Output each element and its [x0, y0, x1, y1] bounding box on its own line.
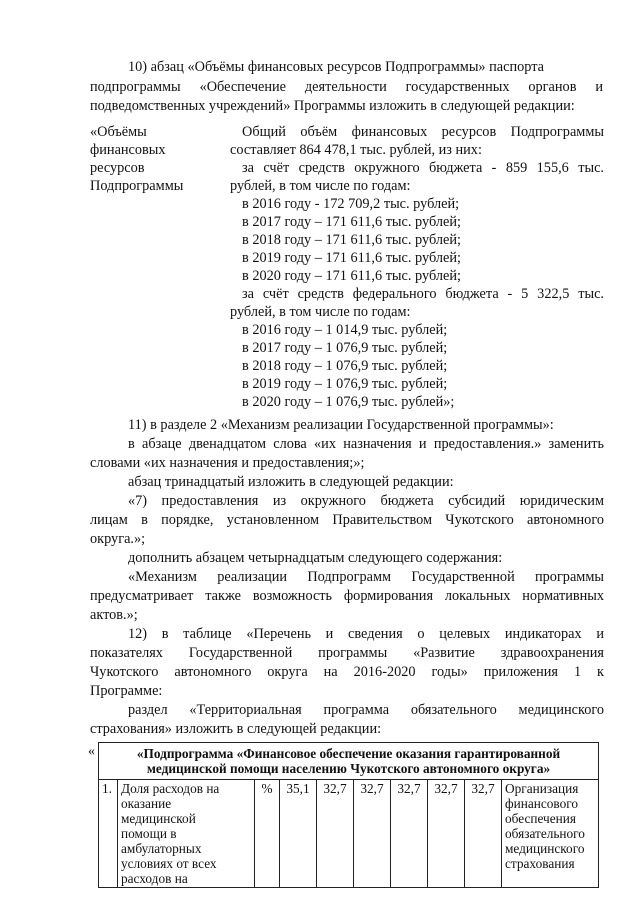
responsible-line: медицинского	[505, 841, 585, 856]
indicator-name-line: оказание	[121, 796, 172, 811]
passport-label-line: ресурсов	[90, 160, 145, 176]
value-cell: 35,1	[280, 780, 317, 888]
indicator-name-line: амбулаторных	[121, 841, 202, 856]
body-line: «7) предоставления из окружного бюджета субсидий юридическим	[128, 493, 604, 509]
passport-line: Общий объём финансовых ресурсов Подпрограммы	[242, 124, 604, 140]
passport-line: составляет 864 478,1 тыс. рублей, из них:	[230, 142, 482, 158]
table-header-line-1: «Подпрограмма «Финансовое обеспечение оказания гарантированной	[136, 746, 561, 761]
body-line: дополнить абзацем четырнадцатым следующего содержания:	[128, 550, 503, 566]
body-line: «Механизм реализации Подпрограмм Государственной программы	[128, 569, 604, 585]
indicator-name-line: условиях от всех	[121, 856, 217, 871]
passport-line: в 2019 году – 1 076,9 тыс. рублей;	[242, 376, 448, 392]
body-line: Чукотского автономного округа на 2016-2020 годы» приложения 1 к	[90, 664, 604, 680]
passport-line: в 2017 году – 171 611,6 тыс. рублей;	[242, 214, 461, 230]
body-line: в абзаце двенадцатом слова «их назначения и предоставления.» заменить	[128, 436, 604, 452]
passport-line: рублей, в том числе по годам:	[230, 304, 411, 320]
body-line: раздел «Территориальная программа обязательного медицинского	[128, 702, 604, 718]
item10-line-1: 10) абзац «Объёмы финансовых ресурсов Подпрограммы» паспорта	[128, 59, 545, 75]
indicator-name	[118, 780, 255, 888]
body-line: показателях Государственной программы «Развитие здравоохранения	[90, 645, 604, 661]
body-line: 12) в таблице «Перечень и сведения о целевых индикаторах и	[128, 626, 604, 642]
value-cell: 32,7	[317, 780, 354, 888]
item10-line-3: подведомственных учреждений» Программы изложить в следующей редакции:	[90, 98, 575, 114]
passport-label-line: Подпрограммы	[90, 178, 184, 194]
responsible-cell	[502, 780, 599, 888]
responsible-line: страхования	[505, 856, 575, 871]
passport-line: в 2020 году – 171 611,6 тыс. рублей;	[242, 268, 461, 284]
body-line: актов.»;	[90, 607, 138, 623]
unit-cell: %	[255, 780, 280, 888]
body-line: предусматривает также возможность формирования локальных нормативных	[90, 588, 604, 604]
passport-line: в 2020 году – 1 076,9 тыс. рублей»;	[242, 394, 455, 410]
table-header-row	[99, 743, 599, 780]
responsible-line: финансового	[505, 796, 579, 811]
value-cell: 32,7	[354, 780, 391, 888]
body-line: абзац тринадцатый изложить в следующей редакции:	[128, 474, 454, 490]
responsible-line: Организация	[505, 781, 579, 796]
passport-line: за счёт средств окружного бюджета - 859 155,6 тыс.	[242, 160, 604, 176]
passport-line: в 2016 году – 1 014,9 тыс. рублей;	[242, 322, 448, 338]
body-line: страхования» изложить в следующей редакции:	[90, 721, 382, 737]
body-line: 11) в разделе 2 «Механизм реализации Государственной программы»:	[128, 417, 554, 433]
body-line: лицам в порядке, установленном Правительством Чукотского автономного	[90, 512, 604, 528]
indicator-name-line: медицинской	[121, 811, 196, 826]
indicator-name-line: помощи в	[121, 826, 177, 841]
table-row	[99, 780, 599, 888]
passport-line: в 2016 году - 172 709,2 тыс. рублей;	[242, 196, 460, 212]
body-line: Программе:	[90, 683, 163, 699]
value-cell: 32,7	[465, 780, 502, 888]
passport-line: за счёт средств федерального бюджета - 5 322,5 тыс.	[242, 286, 604, 302]
passport-label-line: финансовых	[90, 142, 166, 158]
passport-line: в 2018 году – 171 611,6 тыс. рублей;	[242, 232, 461, 248]
indicator-name-line: расходов на	[121, 871, 188, 886]
table-header-cell	[99, 743, 599, 780]
item10-line-2: подпрограммы «Обеспечение деятельности государственных органов и	[90, 79, 603, 95]
passport-line: рублей, в том числе по годам:	[230, 178, 411, 194]
passport-line: в 2019 году – 171 611,6 тыс. рублей;	[242, 250, 461, 266]
value-cell: 32,7	[391, 780, 428, 888]
table-header-line-2: медицинской помощи населению Чукотского автономного округа»	[146, 761, 551, 776]
body-line: округа.»;	[90, 531, 146, 547]
responsible-line: обязательного	[505, 826, 585, 841]
indicator-table	[98, 742, 599, 888]
passport-line: в 2018 году – 1 076,9 тыс. рублей;	[242, 358, 448, 374]
table-open-quote: «	[88, 744, 95, 759]
row-number: 1.	[99, 780, 118, 888]
passport-line: в 2017 году – 1 076,9 тыс. рублей;	[242, 340, 448, 356]
value-cell: 32,7	[428, 780, 465, 888]
indicator-name-line: Доля расходов на	[121, 781, 220, 796]
responsible-line: обеспечения	[505, 811, 576, 826]
passport-label-line: «Объёмы	[90, 124, 147, 140]
body-line: словами «их назначения и предоставления;»;	[90, 455, 365, 471]
